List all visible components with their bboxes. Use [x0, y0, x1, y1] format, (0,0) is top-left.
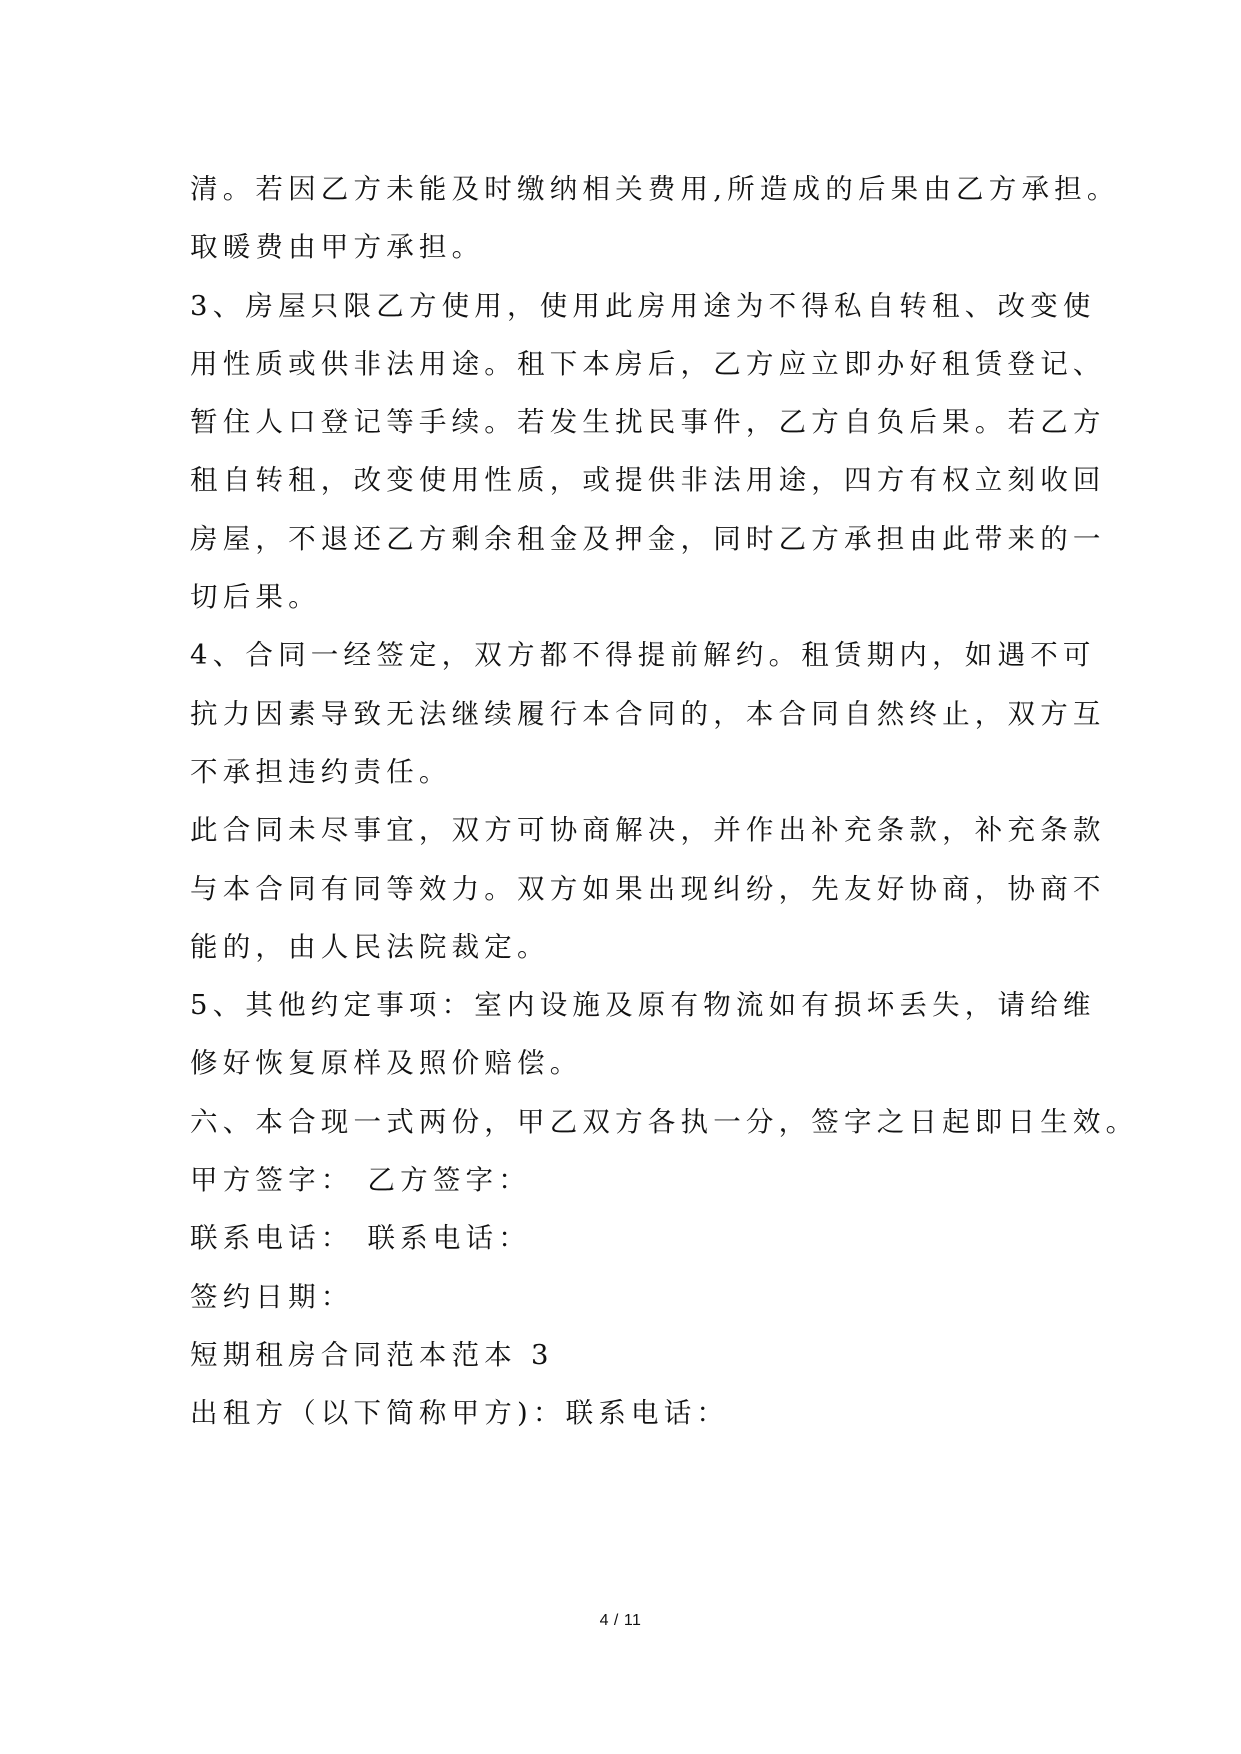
text-line: 取暖费由甲方承担。 [190, 231, 485, 264]
clause-5-line: 5、其他约定事项：室内设施及原有物流如有损坏丢失，请给维 [190, 989, 1096, 1022]
clause-6-line: 六、本合现一式两份，甲乙双方各执一分，签字之日起即日生效。 [190, 1105, 1139, 1138]
contract-body [190, 160, 1139, 1443]
clause-4-line: 4、合同一经签定，双方都不得提前解约。租赁期内，如遇不可 [190, 639, 1096, 672]
text-line: 与本合同有同等效力。双方如果出现纠纷，先友好协商，协商不 [190, 872, 1106, 905]
lessor-line: 出租方（以下简称甲方)：联系电话： [190, 1397, 730, 1430]
section-title: 短期租房合同范本范本 3 [190, 1338, 554, 1371]
text-line: 不承担违约责任。 [190, 755, 452, 788]
text-line: 修好恢复原样及照价赔偿。 [190, 1047, 583, 1080]
text-line: 切后果。 [190, 581, 321, 614]
text-line: 能的，由人民法院裁定。 [190, 930, 550, 963]
page-number: 4 / 11 [599, 1612, 642, 1629]
text-line: 用性质或供非法用途。租下本房后，乙方应立即办好租赁登记、 [190, 347, 1106, 380]
signature-line: 甲方签字： 乙方签字： [190, 1164, 531, 1197]
text-line: 清。若因乙方未能及时缴纳相关费用,所造成的后果由乙方承担。 [190, 173, 1120, 205]
sign-date-line: 签约日期： [190, 1280, 354, 1313]
text-line: 抗力因素导致无法继续履行本合同的，本合同自然终止，双方互 [190, 697, 1106, 730]
text-line: 此合同未尽事宜，双方可协商解决，并作出补充条款，补充条款 [190, 814, 1106, 847]
text-line: 房屋，不退还乙方剩余租金及押金，同时乙方承担由此带来的一 [190, 522, 1106, 555]
clause-3-line: 3、房屋只限乙方使用，使用此房用途为不得私自转租、改变使 [190, 289, 1096, 322]
text-line: 租自转租，改变使用性质，或提供非法用途，四方有权立刻收回 [190, 464, 1106, 497]
contact-phone-line: 联系电话： 联系电话： [190, 1222, 531, 1255]
text-line: 暂住人口登记等手续。若发生扰民事件，乙方自负后果。若乙方 [190, 406, 1106, 439]
